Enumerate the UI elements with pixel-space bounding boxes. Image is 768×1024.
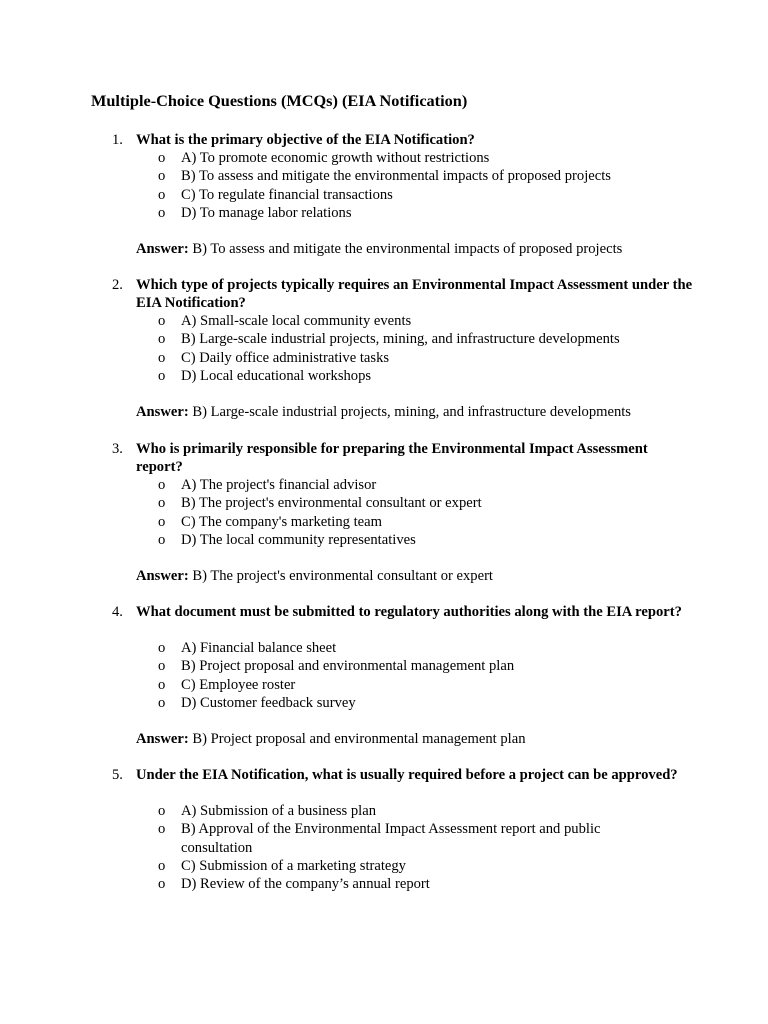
option-b [0, 330, 768, 348]
question-number: 3. [112, 441, 123, 457]
answer-text: B) Project proposal and environmental management plan [192, 731, 526, 747]
option-text: C) The company's marketing team [181, 513, 382, 530]
bullet-icon: o [158, 876, 166, 893]
answer-line [136, 730, 526, 748]
option-b [0, 657, 768, 675]
answer-label: Answer: [136, 404, 189, 420]
option-text: A) Small-scale local community events [181, 313, 412, 329]
answer-line [136, 240, 622, 258]
option-a [0, 639, 768, 657]
option-text: B) Project proposal and environmental management plan [181, 658, 515, 675]
answer-text: B) To assess and mitigate the environmental impacts of proposed projects [192, 241, 623, 257]
document-title: Multiple-Choice Questions (MCQs) (EIA Notification) [91, 91, 468, 110]
bullet-icon: o [158, 204, 166, 221]
option-b [0, 820, 768, 857]
answer-line [136, 403, 631, 421]
question-number: 4. [112, 604, 123, 620]
bullet-icon: o [158, 349, 166, 366]
option-list [0, 476, 768, 549]
answer-label: Answer: [136, 241, 189, 257]
option-text: D) To manage labor relations [181, 204, 352, 221]
option-list [0, 639, 768, 712]
answer-label: Answer: [136, 568, 189, 584]
option-text: A) To promote economic growth without restrictions [181, 150, 490, 166]
question-text: What document must be submitted to regulatory authorities along with the EIA report? [136, 604, 682, 620]
bullet-icon: o [158, 821, 166, 838]
option-text: D) Customer feedback survey [181, 694, 356, 711]
answer-text: B) The project's environmental consultant or expert [192, 568, 493, 584]
option-text: B) Large-scale industrial projects, mining, and infrastructure developments [181, 331, 620, 348]
option-c [0, 186, 768, 204]
option-text: B) To assess and mitigate the environmental impacts of proposed projects [181, 168, 611, 185]
answer-text: B) Large-scale industrial projects, mining, and infrastructure developments [192, 404, 631, 420]
question-text: Under the EIA Notification, what is usually required before a project can be approved? [136, 767, 678, 783]
option-text: D) Local educational workshops [181, 367, 372, 384]
question-text: What is the primary objective of the EIA Notification? [136, 132, 475, 148]
bullet-icon: o [158, 367, 166, 384]
option-text: A) The project's financial advisor [181, 477, 377, 493]
question-number: 5. [112, 767, 123, 783]
option-c [0, 676, 768, 694]
option-text: B) The project's environmental consultant or expert [181, 495, 482, 512]
option-list [0, 149, 768, 222]
option-c [0, 857, 768, 875]
bullet-icon: o [158, 803, 166, 819]
option-text: B) Approval of the Environmental Impact Assessment report and public consultation [181, 821, 601, 856]
bullet-icon: o [158, 676, 166, 693]
option-list [0, 312, 768, 385]
question-text: Which type of projects typically requires an Environmental Impact Assessment under the EIA Notification? [136, 277, 693, 312]
option-d [0, 531, 768, 549]
option-d [0, 204, 768, 222]
option-text: C) To regulate financial transactions [181, 186, 393, 203]
bullet-icon: o [158, 640, 166, 656]
option-c [0, 349, 768, 367]
option-list [0, 802, 768, 893]
bullet-icon: o [158, 313, 166, 329]
option-text: C) Daily office administrative tasks [181, 349, 390, 366]
option-a [0, 802, 768, 820]
bullet-icon: o [158, 857, 166, 874]
question-text: Who is primarily responsible for preparing the Environmental Impact Assessment report? [136, 441, 648, 476]
option-b [0, 167, 768, 185]
option-a [0, 476, 768, 494]
option-text: D) The local community representatives [181, 531, 416, 548]
option-text: A) Financial balance sheet [181, 640, 337, 656]
question-number: 2. [112, 277, 123, 293]
bullet-icon: o [158, 694, 166, 711]
option-d [0, 694, 768, 712]
bullet-icon: o [158, 495, 166, 512]
bullet-icon: o [158, 477, 166, 493]
bullet-icon: o [158, 531, 166, 548]
bullet-icon: o [158, 513, 166, 530]
option-text: A) Submission of a business plan [181, 803, 376, 819]
option-a [0, 149, 768, 167]
option-d [0, 875, 768, 893]
bullet-icon: o [158, 186, 166, 203]
option-d [0, 367, 768, 385]
bullet-icon: o [158, 168, 166, 185]
option-text: C) Employee roster [181, 676, 296, 693]
option-a [0, 312, 768, 330]
option-text: D) Review of the company’s annual report [181, 876, 430, 893]
option-c [0, 513, 768, 531]
question-number: 1. [112, 132, 123, 148]
bullet-icon: o [158, 331, 166, 348]
bullet-icon: o [158, 150, 166, 166]
bullet-icon: o [158, 658, 166, 675]
option-text: C) Submission of a marketing strategy [181, 857, 406, 874]
answer-label: Answer: [136, 731, 189, 747]
answer-line [136, 567, 493, 585]
option-b [0, 494, 768, 512]
